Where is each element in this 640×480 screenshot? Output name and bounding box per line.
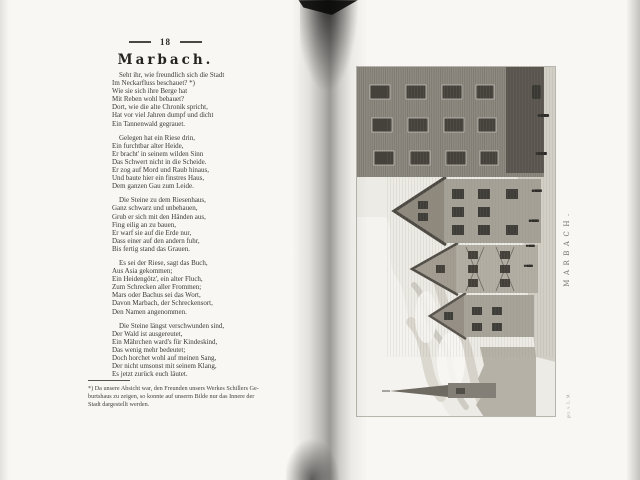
poem-line: Fing eilig an zu bauen,	[112, 220, 176, 229]
poem-title: Marbach.	[117, 52, 214, 68]
poem-line: Aus Asia gekommen;	[112, 267, 173, 276]
poem-line: Doch horchet wohl auf meinen Sang,	[112, 354, 217, 362]
scan-right-edge-shadow	[626, 0, 640, 480]
footnote-line: *) Da unsere Absicht war, den Freunden unsers Werkes Schillers Ge-	[88, 385, 259, 392]
poem-line: Der nicht umsonst mit seinem Klang,	[112, 362, 217, 371]
poem-line: Die Steine zu dem Riesenhaus,	[119, 196, 206, 205]
poem-line: Das wenig mehr bedeutet;	[112, 345, 186, 354]
poem-line: Den Namen angenommen.	[112, 307, 187, 316]
footnote-line: burtshaus zu zeigen, so konnte auf unserm Bilde nur das Innere der	[88, 392, 255, 400]
poem-stanza	[112, 71, 272, 128]
poem-line: Das Schwert nicht in die Scheide.	[112, 157, 207, 166]
poem-line: Zum Schrecken aller Frommen;	[112, 283, 202, 292]
poem-line: Der Wald ist ausgereutet,	[112, 329, 183, 338]
poem-line: Davon Marbach, der Schreckensort,	[112, 299, 213, 308]
poem-line: Ein Mährchen ward's für Kindeskind,	[112, 337, 218, 346]
plate-engraver-credit-vertical: gez. v. L. M.	[565, 392, 571, 419]
poem-line: Seht ihr, wie freundlich sich die Stadt	[119, 71, 225, 79]
poem-line: Dort, wie die alte Chronik spricht,	[112, 103, 208, 112]
poem-line: Er warf sie auf die Erde nur,	[112, 228, 192, 237]
footnote-line: Stadt dargestellt werden.	[88, 400, 150, 408]
poem-line: Ganz schwarz und unbehauen,	[112, 204, 198, 213]
poem-line: Die Steine längst verschwunden sind,	[119, 321, 225, 330]
poem-line: Es jetzt zurück euch läutet.	[112, 370, 188, 379]
poem	[112, 71, 272, 384]
marbach-engraving-illustration	[356, 66, 556, 417]
poem-line: Es sei der Riese, sagt das Buch,	[119, 258, 208, 267]
poem-stanza	[112, 134, 272, 191]
poem-line: Er bracht' in seinem wilden Sinn	[112, 149, 204, 158]
poem-stanza	[112, 322, 272, 379]
poem-line: Dass einer auf den andern fuhr,	[112, 236, 200, 245]
poem-line: Ein furchtbar alter Heide,	[112, 141, 184, 150]
scan-left-edge-shadow	[0, 0, 9, 480]
plate-caption-vertical: MARBACH.	[563, 209, 571, 287]
gutter-bottom-shadow	[286, 438, 340, 480]
poem-line: Und baute hier ein finstres Haus,	[112, 174, 205, 183]
poem-line: Ein Heidengötz', ein alter Fluch,	[112, 275, 203, 284]
poem-line: Im Neckarfluss beschauet? *)	[112, 79, 195, 88]
footnote	[88, 385, 268, 409]
poem-line: Mars oder Bachus sei das Wort,	[112, 291, 201, 300]
poem-line: Wie sie sich ihre Berge hat	[112, 87, 188, 96]
poem-line: Ein Tannenwald gegrauet.	[112, 119, 186, 128]
poem-line: Mit Reben wohl bebauet?	[112, 95, 185, 104]
engraving-plate	[356, 66, 556, 417]
poem-stanza	[112, 196, 272, 253]
page-number: 18	[160, 37, 171, 47]
poem-line: Hat vor viel Jahren dumpf und dicht	[112, 111, 214, 120]
page-header	[58, 37, 273, 47]
header-dash-right	[180, 41, 202, 42]
poem-line: Gelegen hat ein Riese drin,	[119, 133, 196, 142]
header-dash-left	[129, 41, 151, 42]
poem-line: Dem ganzen Gau zum Leide.	[112, 182, 194, 191]
poem-line: Er zog auf Mord und Raub hinaus,	[112, 166, 210, 175]
footnote-rule	[88, 380, 130, 381]
poem-line: Grub er sich mit den Händen aus,	[112, 212, 206, 221]
poem-line: Bis fertig stand das Grauen.	[112, 244, 190, 253]
poem-stanza	[112, 259, 272, 316]
